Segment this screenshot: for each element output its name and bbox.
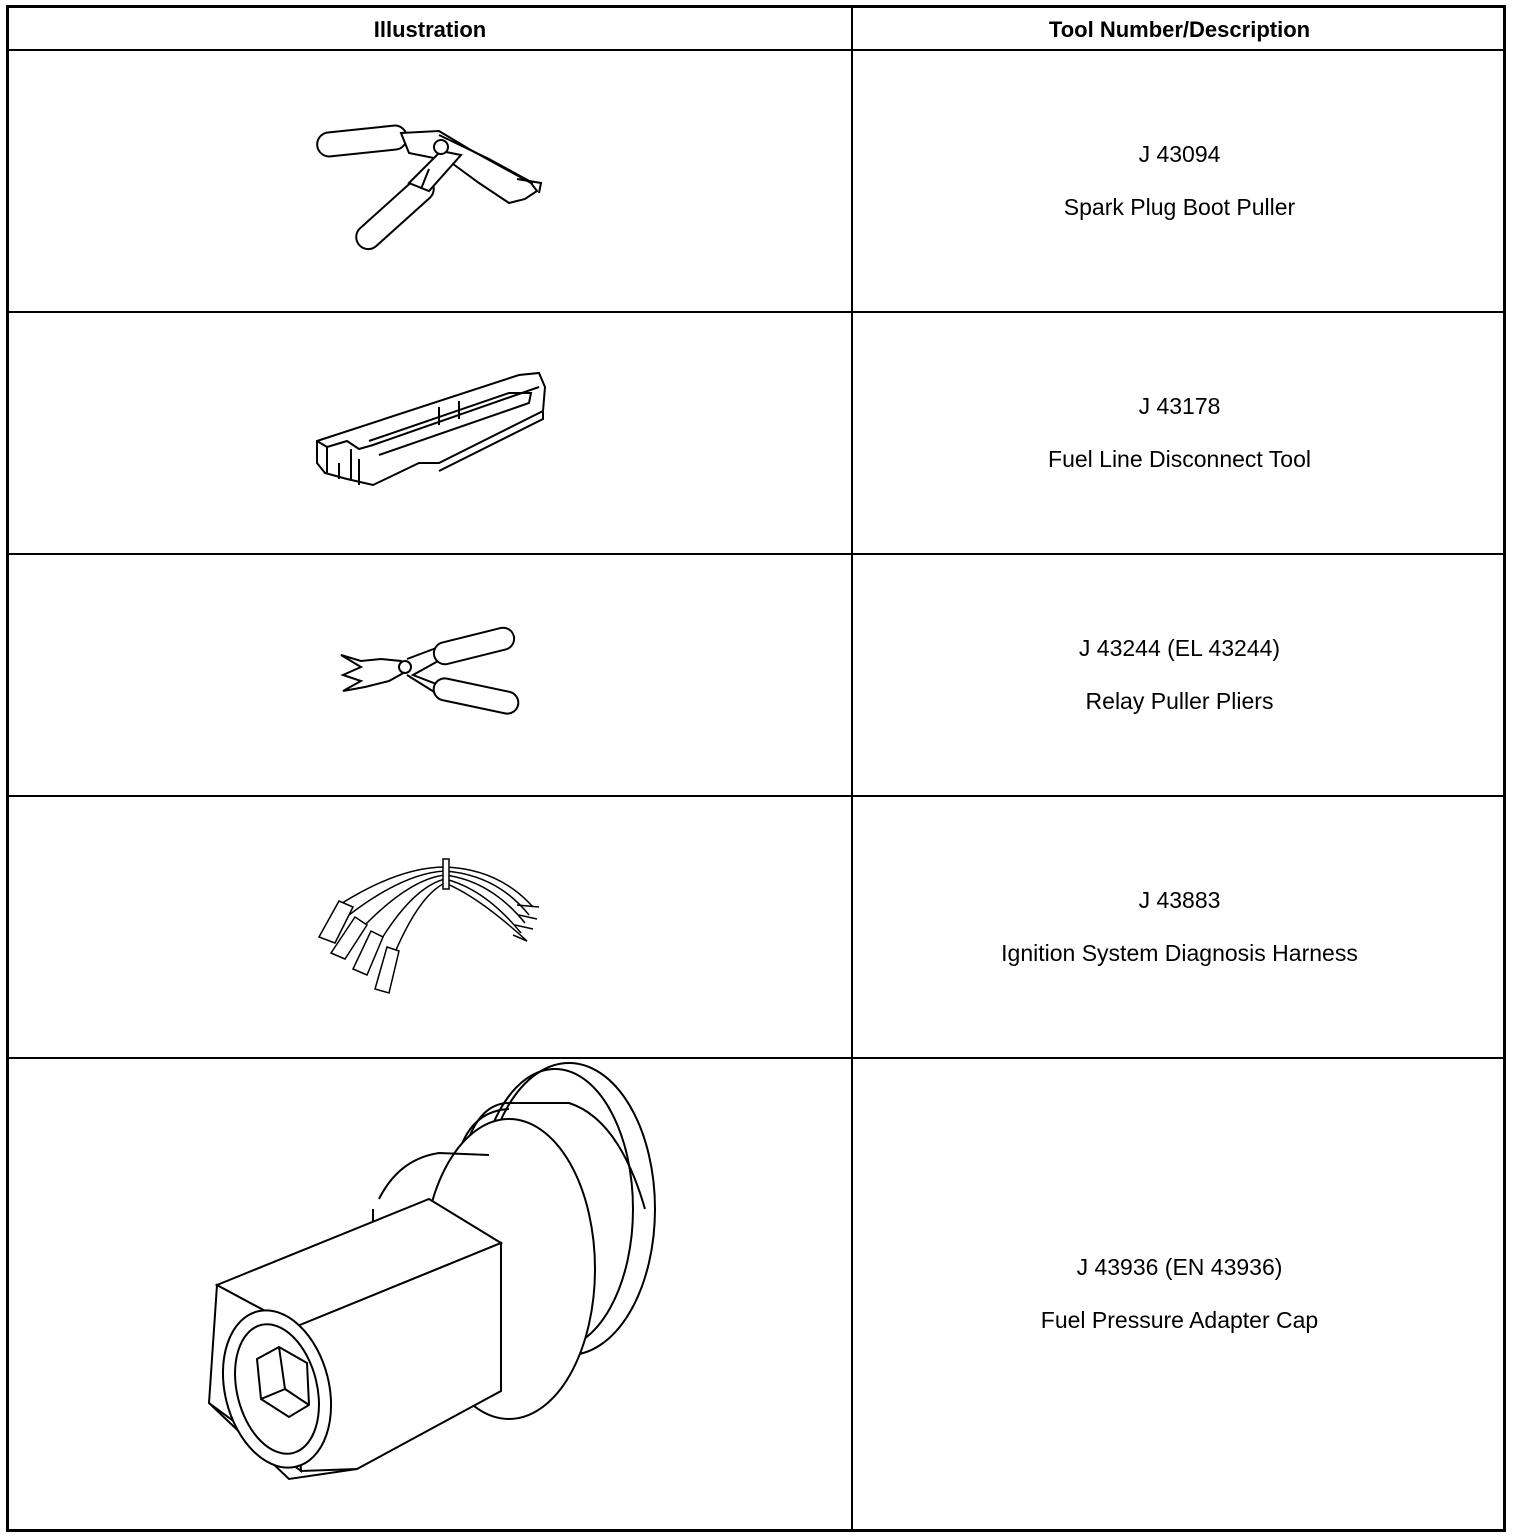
tool-description: Spark Plug Boot Puller xyxy=(1063,194,1296,220)
table-row-2-description xyxy=(853,313,1506,553)
table-row-1-description xyxy=(853,51,1506,311)
fuel-line-disconnect-tool-icon xyxy=(9,313,851,553)
tool-number: J 43244 (EL 43244) xyxy=(1078,635,1281,661)
tool-table xyxy=(6,5,1506,1532)
tool-number: J 43178 xyxy=(1138,393,1221,419)
relay-puller-pliers-icon xyxy=(9,555,851,795)
table-row-3-description xyxy=(853,555,1506,795)
table-row-3-illustration xyxy=(9,555,851,795)
tool-description: Relay Puller Pliers xyxy=(1085,688,1274,714)
tool-number: J 43094 xyxy=(1138,141,1221,167)
table-row-2-illustration xyxy=(9,313,851,553)
tool-description: Fuel Pressure Adapter Cap xyxy=(1040,1307,1319,1333)
tool-description: Fuel Line Disconnect Tool xyxy=(1048,446,1311,472)
header-illustration: Illustration xyxy=(373,16,487,42)
tool-number: J 43936 (EN 43936) xyxy=(1076,1254,1283,1280)
table-row-5-description xyxy=(853,1059,1506,1529)
table-row-4-description xyxy=(853,797,1506,1057)
spark-plug-boot-puller-icon xyxy=(9,51,851,311)
ignition-harness-icon xyxy=(9,797,851,1057)
fuel-pressure-adapter-cap-icon xyxy=(9,1059,851,1529)
table-row-5-illustration xyxy=(9,1059,851,1529)
tool-number: J 43883 xyxy=(1138,887,1221,913)
header-tool-number-description: Tool Number/Description xyxy=(1048,16,1311,42)
tool-description: Ignition System Diagnosis Harness xyxy=(1001,940,1358,966)
table-row-1-illustration xyxy=(9,51,851,311)
table-row-4-illustration xyxy=(9,797,851,1057)
